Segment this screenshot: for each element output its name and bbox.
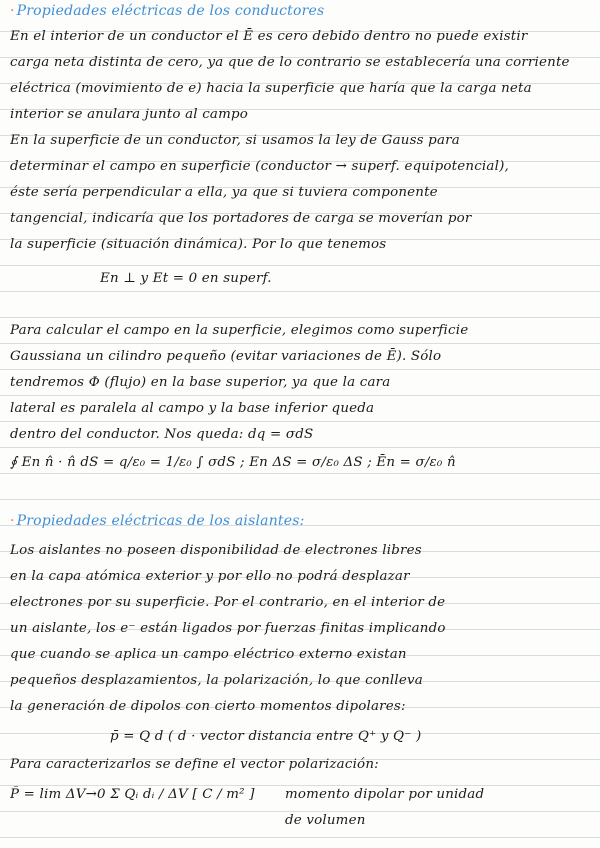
polarization-formula: P̄ = lim ΔV→0 Σ Qᵢ dᵢ / ΔV [ C / m² ]: [10, 787, 255, 802]
text-line: En la superficie de un conductor, si usamos la ley de Gauss para: [10, 133, 460, 148]
text-line: éste sería perpendicular a ella, ya que si tuviera componente: [10, 185, 438, 200]
text-line: electrones por su superficie. Por el contrario, en el interior de: [10, 595, 446, 610]
polarization-note: de volumen: [285, 813, 366, 828]
text-line: tangencial, indicaría que los portadores de carga se moverían por: [10, 211, 472, 226]
text-line: que cuando se aplica un campo eléctrico externo existan: [10, 647, 407, 662]
field-formula: En ⊥ y Et = 0 en superf.: [100, 271, 272, 286]
text-line: lateral es paralela al campo y la base inferior queda: [10, 401, 375, 416]
text-line: un aislante, los e⁻ están ligados por fuerzas finitas implicando: [10, 621, 446, 636]
text-line: pequeños desplazamientos, la polarización, lo que conlleva: [10, 673, 423, 688]
section-heading-conductores: [10, 2, 595, 20]
heading-text: Propiedades eléctricas de los conductores: [16, 3, 325, 19]
text-line: Para caracterizarlos se define el vector polarización:: [10, 757, 379, 772]
gauss-formula: ∮ En n̂ · n̂ dS = q/ε₀ = 1/ε₀ ∫ σdS ; En ΔS = σ/ε₀ ΔS ; Ēn = σ/ε₀ n̂: [10, 455, 456, 470]
text-line: en la capa atómica exterior y por ello no podrá desplazar: [10, 569, 410, 584]
section-heading-aislantes: [10, 512, 595, 530]
text-line: interior se anulara junto al campo: [10, 107, 249, 122]
polarization-note: momento dipolar por unidad: [285, 787, 485, 802]
text-line: Gaussiana un cilindro pequeño (evitar variaciones de Ē). Sólo: [10, 349, 442, 364]
text-line: tendremos Φ (flujo) en la base superior, ya que la cara: [10, 375, 391, 390]
text-line: En el interior de un conductor el Ē es cero debido dentro no puede existir: [10, 29, 528, 44]
text-line: determinar el campo en superficie (conductor → superf. equipotencial),: [10, 159, 509, 174]
text-line: eléctrica (movimiento de e) hacia la superficie que haría que la carga neta: [10, 81, 532, 96]
heading-text: Propiedades eléctricas de los aislantes:: [16, 513, 305, 529]
text-line: Los aislantes no poseen disponibilidad de electrones libres: [10, 543, 422, 558]
text-line: carga neta distinta de cero, ya que de lo contrario se establecería una corriente: [10, 55, 570, 70]
text-line: la generación de dipolos con cierto momentos dipolares:: [10, 699, 406, 714]
heading-bullet: ·: [10, 513, 15, 529]
heading-bullet: ·: [10, 3, 15, 19]
text-line: dentro del conductor. Nos queda: dq = σdS: [10, 427, 314, 442]
text-line: Para calcular el campo en la superficie, elegimos como superficie: [10, 323, 469, 338]
dipole-formula: p̄ = Q d̄ ( d̄ · vector distancia entre Q⁺ y Q⁻ ): [110, 729, 422, 744]
text-line: la superficie (situación dinámica). Por lo que tenemos: [10, 237, 387, 252]
